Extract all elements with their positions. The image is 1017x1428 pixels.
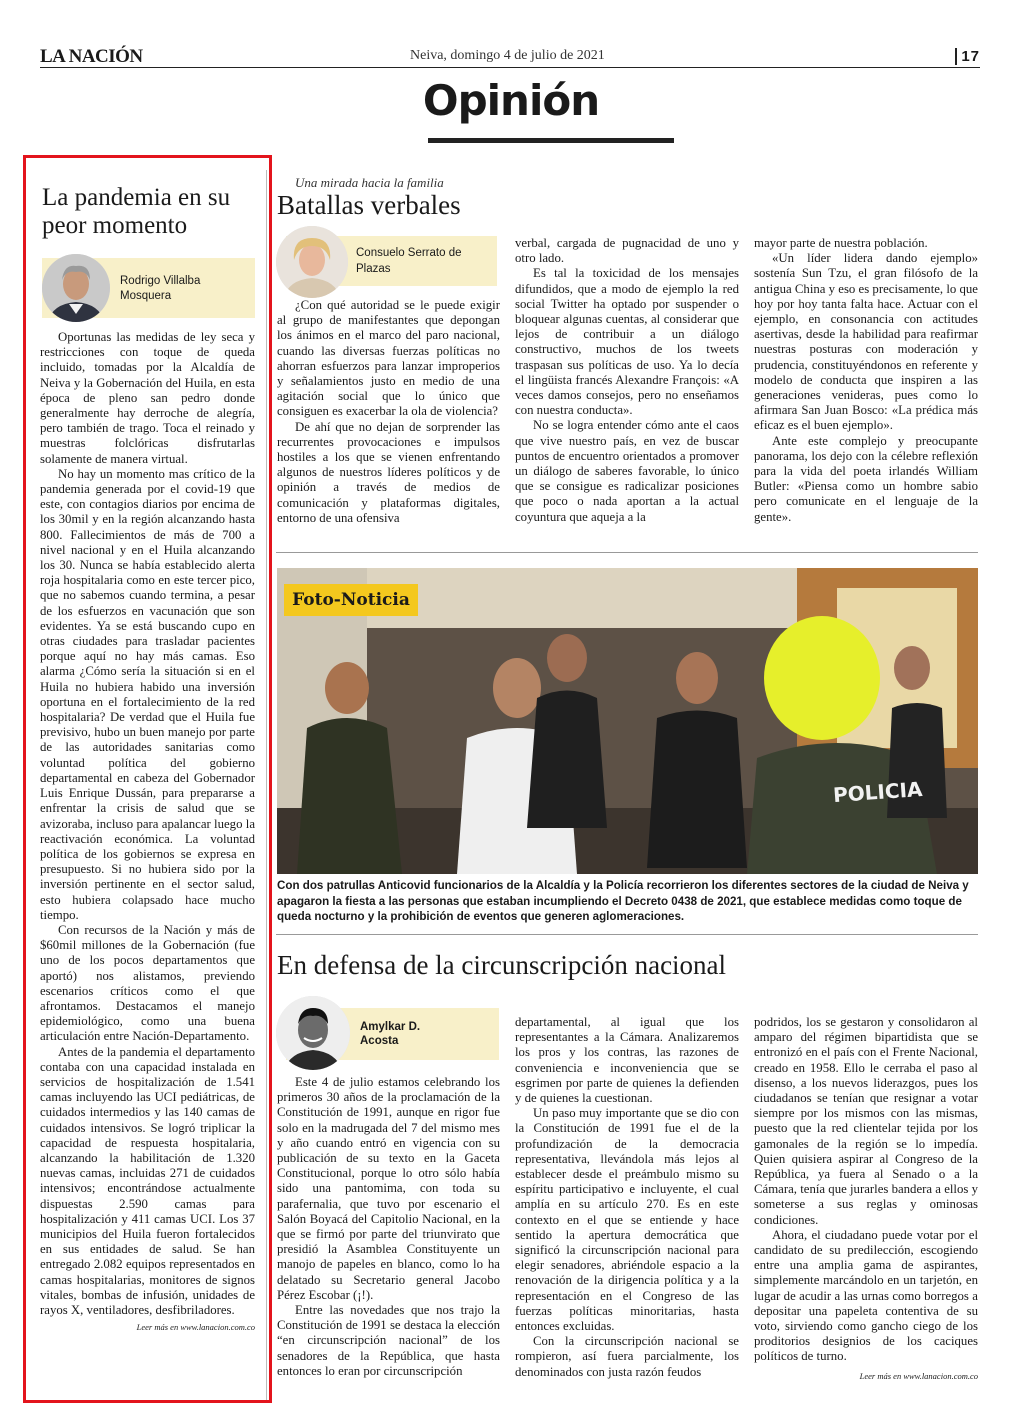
masthead	[40, 44, 980, 68]
paragraph: podridos, los se gestaron y consolidaron al amparo del régimen bipartidista que se entronizó en el país con el Frente Nacional, creado en 1958. Ello le cerraba el paso al disenso, a los nuevos liderazgos, pues los ciudadanos se tenían que resignar a votar siempre por los mismos con las mismas, puesto que la red clientelar tejida por los gamonales de la región se lo impedía. Quien quisiera aspirar al Congreso de la República, ya fuera al Senado o a la Cámara, tenía que jurarles bandera a ellos y someterse a sus reglas y ominosas condiciones.	[754, 1015, 978, 1227]
section-rule	[428, 138, 674, 143]
photo-caption: Con dos patrullas Anticovid funcionarios de la Alcaldía y la Policía recorrieron los diferentes sectores de la ciudad de Neiva y apagaron la fiesta a las personas que estaban incumpliendo el Decreto 0438 de 2021, que establece medidas como toque de queda nocturno y la prohibición de eventos que generen aglomeraciones.	[277, 879, 969, 923]
left-article	[23, 155, 272, 1403]
top-article-kicker: Una mirada hacia la familia	[295, 175, 444, 190]
top-article-title: Batallas verbales	[277, 190, 461, 220]
paragraph: Un paso muy importante que se dio con la Constitución de 1991 fue el de la profundización de la democracia representativa, llevándola más lejos al establecer desde el preámbulo mismo su espíritu participativo e incluyente, el cual amplía en su artículo 270. Es en este contexto en el que se entiende y hace sentido la apertura democrática que significó la circunscripción nacional para elegir senadores, abriéndole espacio a la renovación de la dirigencia política y a la representación en el Congreso de las fuerzas políticas minoritarias, hasta entonces excluidas.	[515, 1106, 739, 1334]
section-title: Opinión	[422, 76, 600, 125]
read-more-link[interactable]: Leer más en www.lanacion.com.co	[136, 1322, 255, 1333]
top-article-col-3	[754, 236, 978, 525]
paragraph: Es tal la toxicidad de los mensajes difundidos, que a modo de ejemplo la red social Twitter ha optado por suspender o bloquear algunas cuentas, al considerar que lejos de contribuir a un diálogo constructivo, muchos de los tweets traspasan sus políticas de uso. Ya lo decía el lingüista francés Alexandre François: «A veces damos consejos, pero no enseñamos con nuestra conducta».	[515, 266, 739, 418]
paragraph: Ante este complejo y preocupante panorama, los dejo con la célebre reflexión para la vida del poeta irlandés William Butler: «Piensa como un hombre sabio pero comunicate en el lenguaje de la gente».	[754, 433, 978, 524]
left-article-body	[40, 330, 255, 1318]
left-article-byline	[42, 258, 255, 318]
author-photo	[276, 996, 350, 1070]
photo-news-tag: Foto-Noticia	[284, 584, 418, 616]
left-article-title: La pandemia en su peor momento	[42, 184, 231, 239]
read-more-link[interactable]: Leer más en www.lanacion.com.co	[859, 1370, 978, 1381]
paragraph: Ahora, el ciudadano puede votar por el candidato de su predilección, escogiendo entre una amplia gama de aspirantes, simplemente marcándolo en un tarjetón, en lugar de acudir a las urnas como borregos a depositar una papeleta contentiva de su voto, sirviendo como gancho ciego de los proditorios designios de los caciques políticos de turno.	[754, 1227, 978, 1364]
author-photo	[42, 254, 110, 322]
paragraph: «Un líder lidera dando ejemplo» sostenía Sun Tzu, el gran filósofo de la antigua China y eso es precisamente, lo que hoy por hoy tanta falta hace. Actuar con el ejemplo, en consonancia con actitudes asertivas, desde la habilidad para reafirmar nuestras posturas con moderación y prudencia, constituyéndonos en referente y modelo de conducta que inspiren a las generaciones venideras, pues como lo afirmara San Juan Bosco: «La prédica más eficaz es el buen ejemplo».	[754, 251, 978, 433]
paragraph: Oportunas las medidas de ley seca y restricciones con toque de queda incluido, tomadas por la Alcaldía de Neiva y la Gobernación del Huila, en esta época de pleno san pedro donde generalmente hay derroche de alegría, pero también de trago. Toca el reinado y muestras folclóricas disfrutarlas solamente de manera virtual.	[40, 330, 255, 466]
bottom-article-col-1	[277, 1075, 500, 1379]
section-divider	[276, 934, 978, 935]
vest-label: POLICIA	[832, 776, 924, 808]
paragraph: De ahí que no dejan de sorprender las recurrentes provocaciones e impulsos hostiles a los que se vienen enfrentando algunos de nuestros líderes políticos y de opinión a través de medios de comunicación y plataformas digitales, entorno de una ofensiva	[277, 419, 500, 525]
paragraph: Con la circunscripción nacional se rompieron, así fuera parcialmente, los denominados con justa razón feudos	[515, 1334, 739, 1379]
paragraph: No se logra entender cómo ante el caos que vive nuestro país, en vez de buscar puntos de encuentro orientados a promover un diálogo de saberes favorable, lo único que se consigue es radicalizar posiciones que poco o nada aportan a la actual coyuntura que aqueja a la	[515, 418, 739, 524]
page-number: 17	[955, 48, 980, 65]
author-photo	[276, 226, 348, 298]
paragraph: No hay un momento mas crítico de la pandemia generada por el covid-19 que este, con contagios diarios por encima de los 30mil y en la región alcanzando hasta 800. Fallecimientos de más de 700 a nivel nacional y en el Huila alcanzando los 30. Nunca se había establecido alerta roja hospitalaria como en este tercer pico, que no sabemos cuando termina, a pesar de los esfuerzos en vacunación que son evidentes. Ya se está buscando cupo en otras ciudades para trasladar pacientes porque aquí no hay más camas. Eso alarma ¿Cómo sería la situación si en el Huila no hubiera habido una inversión oportuna en el fortalecimiento de la red hospitalaria? De verdad que el Huila fue previsivo, hubo un buen manejo por parte de las autoridades sanitarias como voluntad política del gobierno departamental en cabeza del Gobernador Luis Enrique Dussán, para prepararse a enfrentar la crisis de salud que se avizoraba, incluso para apalancar luego la reactivación económica. La voluntad política de los gobiernos se expresa en presupuesto. Si no hubiera sido por la inversión pertinente en el sector salud, esto hubiera colapsado hace mucho tiempo.	[40, 466, 255, 922]
bottom-article-author: Amylkar D. Acosta	[360, 1021, 421, 1047]
paragraph: Este 4 de julio estamos celebrando los primeros 30 años de la proclamación de la Constitución de 1991, aunque en rigor fue solo en la madrugada del 7 del mismo mes y año cuando entró en vigencia con su publicación de su texto en la Gaceta Constitucional, porque lo otro sólo había sido una pantomima, con toda su parafernalia, que tuvo por escenario el Salón Boyacá del Capitolio Nacional, en la que se firmó por parte del triunvirato que presidió la Asamblea Constituyente un manojo de papeles en blanco, como lo ha delatado su Secretario general Jacobo Pérez Escobar (¡!).	[277, 1075, 500, 1302]
top-article-author: Consuelo Serrato de Plazas	[356, 247, 462, 275]
column-divider	[266, 170, 267, 1400]
top-article-col-1	[277, 298, 500, 526]
paragraph: mayor parte de nuestra población.	[754, 236, 928, 250]
paragraph: ¿Con qué autoridad se le puede exigir al grupo de manifestantes que depongan los ánimos en el marco del paro nacional, cuando las diversas fuerzas políticas no ahorran esfuerzos para lanzar improperios y señalamientos justo en medio de una agitación social que lo único que consiguen es exacerbar la ola de violencia?	[277, 298, 500, 419]
bottom-article-col-3	[754, 1015, 978, 1384]
top-article-col-2	[515, 236, 739, 525]
paragraph: verbal, cargada de pugnacidad de uno y otro lado.	[515, 236, 739, 266]
left-article-author: Rodrigo Villalba Mosquera	[120, 275, 201, 302]
paragraph: departamental, al igual que los representantes a la Cámara. Analizaremos los pros y los contras, las razones de conveniencia e inconveniencia que se esgrimen por parte de quienes la defienden y de quienes la cuestionan.	[515, 1015, 739, 1106]
paragraph: Entre las novedades que nos trajo la Constitución de 1991 se destaca la elección “en circunscripción nacional” de los senadores de la República, que hasta entonces lo eran por circunscripción	[277, 1303, 500, 1378]
paragraph: Con recursos de la Nación y más de $60mil millones de la Gobernación (fue uno de los pocos departamentos que aportó) nos alistamos, previendo escenarios críticos como el que afrontamos. Destacamos el manejo epidemiológico, como una buena articulación entre Nación-Departamento.	[40, 922, 255, 1044]
paragraph: Antes de la pandemia el departamento contaba con una capacidad instalada en servicios de hospitalización de 1.541 camas incluyendo las UCI pediátricas, de cuidados intermedios y las 140 camas de cuidados intensivos. Se logró triplicar la capacidad de respuesta hospitalaria, alcanzando la habilitación de 1.320 nuevas camas, incluidas 271 de cuidados intensivos; encontrándose actualmente dispuestas 2.590 camas para hospitalización y 411 camas UCI. Los 37 municipios del Huila fueron fortalecidos en sus entidades de salud. Se han entregado 2.082 equipos representados en camas hospitalarias, monitores de signos vitales, bombas de infusión, unidades de rayos X, ventiladores, desfibriladores.	[40, 1044, 255, 1317]
bottom-article-title: En defensa de la circunscripción nacional	[277, 950, 727, 980]
bottom-article-col-2	[515, 1015, 739, 1380]
newspaper-logo[interactable]: LA NACIÓN	[40, 46, 143, 67]
bottom-article-byline	[286, 1008, 499, 1060]
section-divider	[276, 552, 978, 553]
issue-date: Neiva, domingo 4 de julio de 2021	[410, 48, 605, 63]
top-article-byline	[286, 236, 497, 286]
